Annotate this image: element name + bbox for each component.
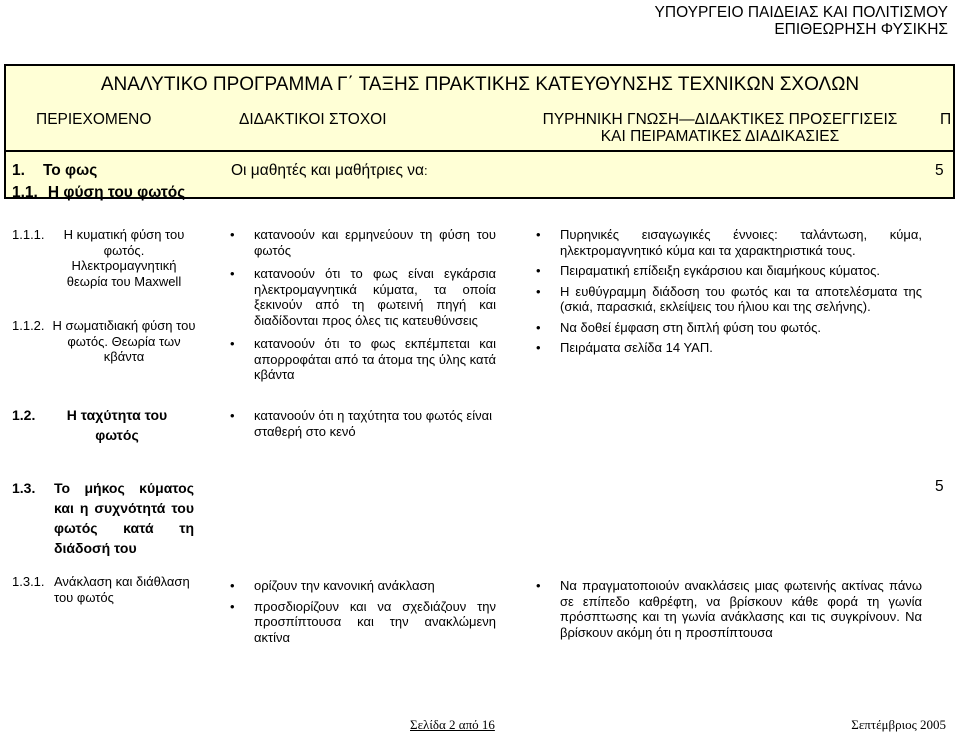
- section-1-3-periods: 5: [935, 478, 944, 495]
- section-1-1-title: Η φύση του φωτός: [47, 184, 186, 201]
- section-1-1-2-number: 1.1.2.: [12, 318, 45, 333]
- section-1-1-2: [12, 318, 196, 365]
- section-1-periods: 5: [935, 162, 944, 179]
- section-1-2: [12, 405, 192, 445]
- section-1-3: [12, 478, 192, 558]
- column-header-periods: Π: [940, 111, 952, 128]
- section-1-3-number: 1.3.: [12, 480, 36, 496]
- section-1-1-1-text: Η κυματική φύση του φωτός. Ηλεκτρομαγνητική θεωρία του Maxwell: [63, 227, 185, 289]
- core-item: • Να πραγματοποιούν ανακλάσεις μιας φωτεινής ακτίνας πάνω σε επίπεδο καθρέφτη, να βρίσκουν κάθε φορά τη γωνία πρόσπτωσης και τη γωνία ανάκλασης και τις συγκρίνουν. Να βρίσκουν ακόμη ότι η προσπίπτουσα: [560, 578, 922, 640]
- page-number: Σελίδα 2 από 16: [410, 717, 495, 732]
- objective-item: • κατανοούν ότι το φως εκπέμπεται και απορροφάται από τα άτομα της ύλης κατά κβάντα: [254, 336, 496, 383]
- core-item: • Πειράματα σελίδα 14 ΥΑΠ.: [560, 340, 922, 356]
- core-item: • Πειραματική επίδειξη εγκάρσιου και διαμήκους κύματος.: [560, 263, 922, 279]
- inspection-name: ΕΠΙΘΕΩΡΗΣΗ ΦΥΣΙΚΗΣ: [774, 21, 948, 38]
- ministry-name: ΥΠΟΥΡΓΕΙΟ ΠΑΙΔΕΙΑΣ ΚΑΙ ΠΟΛΙΤΙΣΜΟΥ: [654, 4, 948, 21]
- objectives-list-1-2: [254, 408, 496, 439]
- column-header-objectives: ΔΙΔΑΚΤΙΚΟΙ ΣΤΟΧΟΙ: [239, 111, 387, 128]
- section-1-number: 1.: [12, 162, 25, 179]
- objective-item: • ορίζουν την κανονική ανάκλαση: [254, 578, 496, 594]
- section-1-1-1: [12, 227, 192, 289]
- core-item: • Πυρηνικές εισαγωγικές έννοιες: ταλάντωση, κύμα, ηλεκτρομαγνητικό κύμα και τα χαρακτηριστικά τους.: [560, 227, 922, 258]
- section-1-1-number: 1.1.: [12, 184, 38, 201]
- section-1-3-1-text: Ανάκλαση και διάθλαση του φωτός: [54, 574, 190, 605]
- column-header-core-line1: ΠΥΡΗΝΙΚΗ ΓΝΩΣΗ—ΔΙΔΑΚΤΙΚΕΣ ΠΡΟΣΕΓΓΙΣΕΙΣ: [542, 111, 898, 128]
- column-header-core: [520, 111, 920, 145]
- header-divider: [6, 150, 953, 152]
- section-1-3-text: Το μήκος κύματος και η συχνότητά του φωτός κατά τη διάδοσή του: [54, 480, 194, 556]
- objectives-list-1-1: [254, 227, 496, 383]
- core-item: • Η ευθύγραμμη διάδοση του φωτός και τα αποτελέσματα της (σκιά, παρασκιά, εκλείψεις του ήλιου και της σελήνης).: [560, 284, 922, 315]
- core-knowledge-list-1-1: [560, 227, 922, 356]
- section-1-3-1: [12, 574, 192, 605]
- objective-item: • κατανοούν ότι η ταχύτητα του φωτός είναι σταθερή στο κενό: [254, 408, 496, 439]
- document-header: [655, 4, 948, 38]
- section-1-1-1-number: 1.1.1.: [12, 227, 45, 242]
- students-intro-colon: :: [423, 163, 428, 178]
- table-title: ΑΝΑΛΥΤΙΚΟ ΠΡΟΓΡΑΜΜΑ Γ΄ ΤΑΞΗΣ ΠΡΑΚΤΙΚΗΣ ΚΑΤΕΥΘΥΝΣΗΣ ΤΕΧΝΙΚΩΝ ΣΧΟΛΩΝ: [100, 74, 860, 95]
- section-1-1-2-text: Η σωματιδιακή φύση του φωτός. Θεωρία των κβάντα: [52, 318, 196, 364]
- document-date: Σεπτέμβριος 2005: [851, 717, 946, 732]
- objective-item: • προσδιορίζουν και να σχεδιάζουν την προσπίπτουσα και την ανακλώμενη ακτίνα: [254, 599, 496, 646]
- students-intro: [231, 160, 428, 182]
- students-intro-text: Οι μαθητές και μαθήτριες να: [231, 162, 424, 179]
- section-1-heading: [12, 160, 185, 204]
- column-header-core-line2: ΚΑΙ ΠΕΙΡΑΜΑΤΙΚΕΣ ΔΙΑΔΙΚΑΣΙΕΣ: [600, 128, 840, 145]
- objective-item: • κατανοούν ότι το φως είναι εγκάρσια ηλεκτρομαγνητικά κύματα, τα οποία ξεκινούν από τη φωτεινή πηγή και διαδίδονται προς όλες τις κατευθύνσεις: [254, 266, 496, 328]
- core-item: • Να δοθεί έμφαση στη διπλή φύση του φωτός.: [560, 320, 922, 336]
- objective-item: • κατανοούν και ερμηνεύουν τη φύση του φωτός: [254, 227, 496, 258]
- section-1-3-1-number: 1.3.1.: [12, 574, 45, 589]
- objectives-list-1-3-1: [254, 578, 496, 645]
- column-header-content: ΠΕΡΙΕΧΟΜΕΝΟ: [36, 111, 152, 128]
- section-1-2-text: Η ταχύτητα του φωτός: [66, 407, 168, 443]
- core-knowledge-list-1-3-1: [560, 578, 922, 640]
- section-1-title: Το φως: [42, 162, 98, 179]
- section-1-2-number: 1.2.: [12, 407, 36, 423]
